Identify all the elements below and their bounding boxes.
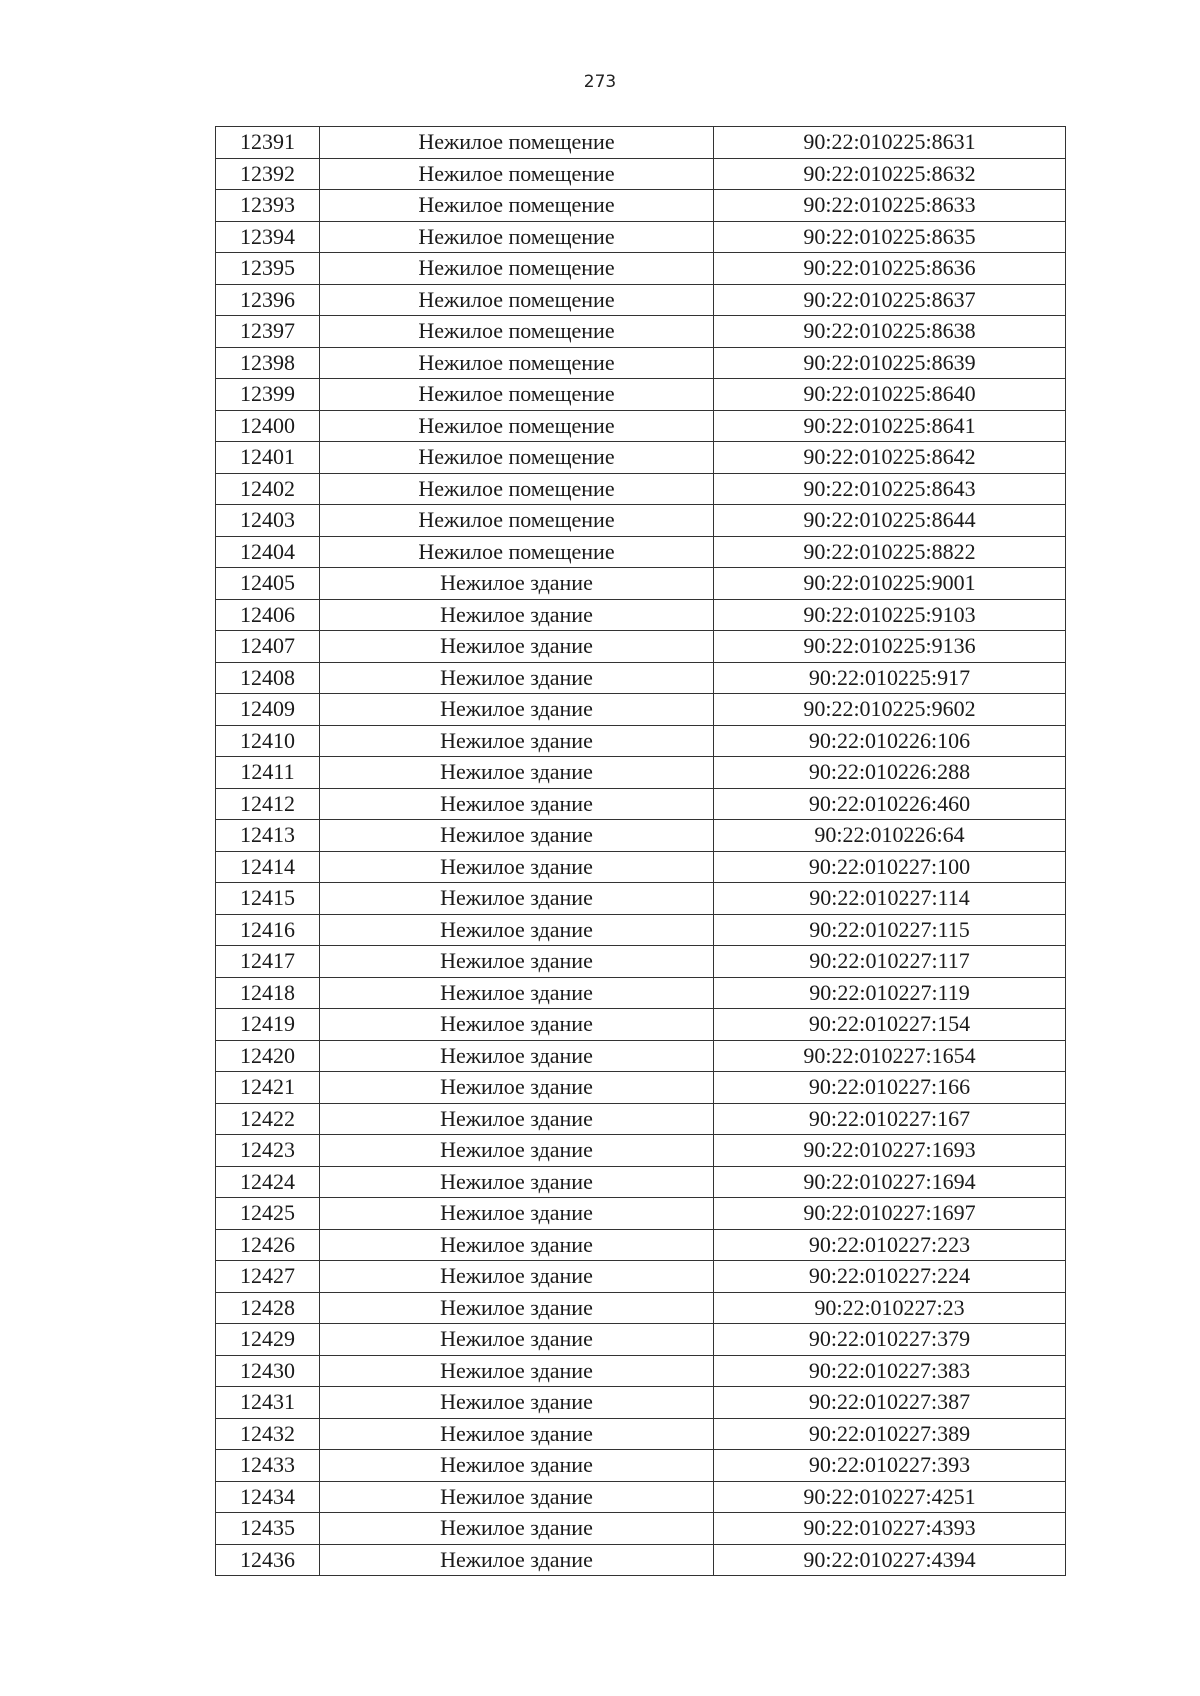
cadastral-number-cell: 90:22:010225:8642 — [714, 442, 1066, 474]
row-number-cell: 12417 — [216, 946, 320, 978]
row-number-cell: 12391 — [216, 127, 320, 159]
row-number-cell: 12407 — [216, 631, 320, 663]
cadastral-number-cell: 90:22:010225:8635 — [714, 221, 1066, 253]
object-type-cell: Нежилое здание — [320, 1387, 714, 1419]
cadastral-number-cell: 90:22:010227:223 — [714, 1229, 1066, 1261]
object-type-cell: Нежилое помещение — [320, 221, 714, 253]
table-row — [216, 883, 1066, 915]
row-number-cell: 12426 — [216, 1229, 320, 1261]
row-number-cell: 12433 — [216, 1450, 320, 1482]
row-number-cell: 12431 — [216, 1387, 320, 1419]
object-type-cell: Нежилое здание — [320, 1261, 714, 1293]
cadastral-number-cell: 90:22:010227:115 — [714, 914, 1066, 946]
cadastral-number-cell: 90:22:010225:8643 — [714, 473, 1066, 505]
cadastral-number-cell: 90:22:010225:8640 — [714, 379, 1066, 411]
object-type-cell: Нежилое здание — [320, 1418, 714, 1450]
cadastral-number-cell: 90:22:010227:100 — [714, 851, 1066, 883]
cadastral-number-cell: 90:22:010225:9103 — [714, 599, 1066, 631]
row-number-cell: 12432 — [216, 1418, 320, 1450]
row-number-cell: 12411 — [216, 757, 320, 789]
cadastral-number-cell: 90:22:010227:1697 — [714, 1198, 1066, 1230]
cadastral-number-cell: 90:22:010227:389 — [714, 1418, 1066, 1450]
row-number-cell: 12409 — [216, 694, 320, 726]
row-number-cell: 12435 — [216, 1513, 320, 1545]
object-type-cell: Нежилое здание — [320, 820, 714, 852]
table-row — [216, 1103, 1066, 1135]
row-number-cell: 12424 — [216, 1166, 320, 1198]
cadastral-number-cell: 90:22:010227:154 — [714, 1009, 1066, 1041]
cadastral-number-cell: 90:22:010227:393 — [714, 1450, 1066, 1482]
object-type-cell: Нежилое здание — [320, 631, 714, 663]
row-number-cell: 12405 — [216, 568, 320, 600]
object-type-cell: Нежилое помещение — [320, 316, 714, 348]
row-number-cell: 12425 — [216, 1198, 320, 1230]
table-row — [216, 1324, 1066, 1356]
object-type-cell: Нежилое здание — [320, 599, 714, 631]
cadastral-number-cell: 90:22:010226:64 — [714, 820, 1066, 852]
cadastral-number-cell: 90:22:010226:460 — [714, 788, 1066, 820]
cadastral-number-cell: 90:22:010227:1694 — [714, 1166, 1066, 1198]
table-row — [216, 379, 1066, 411]
cadastral-number-cell: 90:22:010225:8637 — [714, 284, 1066, 316]
object-type-cell: Нежилое помещение — [320, 158, 714, 190]
object-type-cell: Нежилое помещение — [320, 379, 714, 411]
object-type-cell: Нежилое помещение — [320, 253, 714, 285]
cadastral-number-cell: 90:22:010225:9136 — [714, 631, 1066, 663]
object-type-cell: Нежилое здание — [320, 1229, 714, 1261]
cadastral-number-cell: 90:22:010226:288 — [714, 757, 1066, 789]
row-number-cell: 12412 — [216, 788, 320, 820]
table-row — [216, 1292, 1066, 1324]
table-row — [216, 536, 1066, 568]
table-row — [216, 284, 1066, 316]
cadastral-number-cell: 90:22:010225:8641 — [714, 410, 1066, 442]
table-row — [216, 1040, 1066, 1072]
row-number-cell: 12434 — [216, 1481, 320, 1513]
table-row — [216, 347, 1066, 379]
table-row — [216, 221, 1066, 253]
table-row — [216, 946, 1066, 978]
table-row — [216, 1418, 1066, 1450]
table-row — [216, 253, 1066, 285]
cadastral-number-cell: 90:22:010225:9602 — [714, 694, 1066, 726]
table-row — [216, 158, 1066, 190]
object-type-cell: Нежилое здание — [320, 1292, 714, 1324]
cadastral-number-cell: 90:22:010227:4394 — [714, 1544, 1066, 1576]
table-row — [216, 568, 1066, 600]
cadastral-number-cell: 90:22:010225:917 — [714, 662, 1066, 694]
cadastral-number-cell: 90:22:010225:8636 — [714, 253, 1066, 285]
row-number-cell: 12402 — [216, 473, 320, 505]
row-number-cell: 12429 — [216, 1324, 320, 1356]
cadastral-number-cell: 90:22:010227:1693 — [714, 1135, 1066, 1167]
row-number-cell: 12397 — [216, 316, 320, 348]
object-type-cell: Нежилое помещение — [320, 473, 714, 505]
row-number-cell: 12418 — [216, 977, 320, 1009]
cadastral-number-cell: 90:22:010227:379 — [714, 1324, 1066, 1356]
cadastral-number-cell: 90:22:010227:117 — [714, 946, 1066, 978]
object-type-cell: Нежилое здание — [320, 883, 714, 915]
cadastral-number-cell: 90:22:010225:8644 — [714, 505, 1066, 537]
table-row — [216, 725, 1066, 757]
table-row — [216, 1261, 1066, 1293]
cadastral-number-cell: 90:22:010227:383 — [714, 1355, 1066, 1387]
object-type-cell: Нежилое здание — [320, 1544, 714, 1576]
row-number-cell: 12400 — [216, 410, 320, 442]
row-number-cell: 12415 — [216, 883, 320, 915]
row-number-cell: 12393 — [216, 190, 320, 222]
cadastral-number-cell: 90:22:010227:119 — [714, 977, 1066, 1009]
object-type-cell: Нежилое здание — [320, 568, 714, 600]
cadastral-number-cell: 90:22:010225:8638 — [714, 316, 1066, 348]
cadastral-number-cell: 90:22:010225:8639 — [714, 347, 1066, 379]
table-row — [216, 977, 1066, 1009]
object-type-cell: Нежилое помещение — [320, 190, 714, 222]
object-type-cell: Нежилое здание — [320, 1135, 714, 1167]
table-row — [216, 1072, 1066, 1104]
table-row — [216, 1544, 1066, 1576]
table-row — [216, 631, 1066, 663]
row-number-cell: 12419 — [216, 1009, 320, 1041]
table-row — [216, 410, 1066, 442]
table-row — [216, 316, 1066, 348]
row-number-cell: 12395 — [216, 253, 320, 285]
table-row — [216, 851, 1066, 883]
object-type-cell: Нежилое здание — [320, 977, 714, 1009]
object-type-cell: Нежилое здание — [320, 1198, 714, 1230]
row-number-cell: 12398 — [216, 347, 320, 379]
object-type-cell: Нежилое здание — [320, 1481, 714, 1513]
cadastral-number-cell: 90:22:010227:4251 — [714, 1481, 1066, 1513]
object-type-cell: Нежилое здание — [320, 662, 714, 694]
row-number-cell: 12410 — [216, 725, 320, 757]
object-type-cell: Нежилое здание — [320, 1072, 714, 1104]
object-type-cell: Нежилое помещение — [320, 347, 714, 379]
table-row — [216, 1387, 1066, 1419]
object-type-cell: Нежилое здание — [320, 1513, 714, 1545]
table-row — [216, 820, 1066, 852]
row-number-cell: 12414 — [216, 851, 320, 883]
row-number-cell: 12430 — [216, 1355, 320, 1387]
cadastral-number-cell: 90:22:010227:23 — [714, 1292, 1066, 1324]
row-number-cell: 12422 — [216, 1103, 320, 1135]
row-number-cell: 12420 — [216, 1040, 320, 1072]
row-number-cell: 12436 — [216, 1544, 320, 1576]
object-type-cell: Нежилое здание — [320, 946, 714, 978]
page-number: 273 — [583, 72, 617, 92]
row-number-cell: 12403 — [216, 505, 320, 537]
table-row — [216, 473, 1066, 505]
table-row — [216, 599, 1066, 631]
object-type-cell: Нежилое здание — [320, 851, 714, 883]
object-type-cell: Нежилое здание — [320, 694, 714, 726]
object-type-cell: Нежилое помещение — [320, 442, 714, 474]
cadastral-number-cell: 90:22:010225:8631 — [714, 127, 1066, 159]
table-body — [216, 127, 1066, 1576]
cadastral-number-cell: 90:22:010227:114 — [714, 883, 1066, 915]
row-number-cell: 12396 — [216, 284, 320, 316]
cadastral-number-cell: 90:22:010227:166 — [714, 1072, 1066, 1104]
cadastral-number-cell: 90:22:010225:8822 — [714, 536, 1066, 568]
object-type-cell: Нежилое здание — [320, 914, 714, 946]
row-number-cell: 12416 — [216, 914, 320, 946]
row-number-cell: 12427 — [216, 1261, 320, 1293]
object-type-cell: Нежилое здание — [320, 1450, 714, 1482]
object-type-cell: Нежилое помещение — [320, 284, 714, 316]
object-type-cell: Нежилое помещение — [320, 127, 714, 159]
object-type-cell: Нежилое здание — [320, 757, 714, 789]
row-number-cell: 12423 — [216, 1135, 320, 1167]
table-row — [216, 1355, 1066, 1387]
table-row — [216, 914, 1066, 946]
table-row — [216, 1166, 1066, 1198]
table-row — [216, 1481, 1066, 1513]
table-row — [216, 1513, 1066, 1545]
row-number-cell: 12428 — [216, 1292, 320, 1324]
row-number-cell: 12421 — [216, 1072, 320, 1104]
cadastral-number-cell: 90:22:010226:106 — [714, 725, 1066, 757]
object-type-cell: Нежилое здание — [320, 1103, 714, 1135]
object-type-cell: Нежилое здание — [320, 788, 714, 820]
row-number-cell: 12406 — [216, 599, 320, 631]
table-row — [216, 442, 1066, 474]
object-type-cell: Нежилое здание — [320, 1355, 714, 1387]
cadastral-number-cell: 90:22:010227:387 — [714, 1387, 1066, 1419]
table-row — [216, 1229, 1066, 1261]
row-number-cell: 12401 — [216, 442, 320, 474]
row-number-cell: 12413 — [216, 820, 320, 852]
object-type-cell: Нежилое помещение — [320, 505, 714, 537]
table-row — [216, 505, 1066, 537]
object-type-cell: Нежилое здание — [320, 1040, 714, 1072]
table-row — [216, 662, 1066, 694]
cadastral-number-cell: 90:22:010227:4393 — [714, 1513, 1066, 1545]
cadastral-number-cell: 90:22:010225:9001 — [714, 568, 1066, 600]
object-type-cell: Нежилое здание — [320, 725, 714, 757]
table-row — [216, 1135, 1066, 1167]
row-number-cell: 12394 — [216, 221, 320, 253]
cadastral-number-cell: 90:22:010227:224 — [714, 1261, 1066, 1293]
object-type-cell: Нежилое здание — [320, 1166, 714, 1198]
table-row — [216, 1198, 1066, 1230]
table-row — [216, 1009, 1066, 1041]
cadastral-number-cell: 90:22:010227:1654 — [714, 1040, 1066, 1072]
table-row — [216, 788, 1066, 820]
row-number-cell: 12404 — [216, 536, 320, 568]
object-type-cell: Нежилое помещение — [320, 536, 714, 568]
table-row — [216, 757, 1066, 789]
object-type-cell: Нежилое помещение — [320, 410, 714, 442]
object-type-cell: Нежилое здание — [320, 1009, 714, 1041]
object-type-cell: Нежилое здание — [320, 1324, 714, 1356]
cadastral-number-cell: 90:22:010225:8633 — [714, 190, 1066, 222]
row-number-cell: 12408 — [216, 662, 320, 694]
table-row — [216, 1450, 1066, 1482]
cadastral-number-cell: 90:22:010227:167 — [714, 1103, 1066, 1135]
table-row — [216, 190, 1066, 222]
cadastral-number-cell: 90:22:010225:8632 — [714, 158, 1066, 190]
table-row — [216, 694, 1066, 726]
row-number-cell: 12392 — [216, 158, 320, 190]
registry-table — [215, 126, 1066, 1576]
row-number-cell: 12399 — [216, 379, 320, 411]
table-row — [216, 127, 1066, 159]
